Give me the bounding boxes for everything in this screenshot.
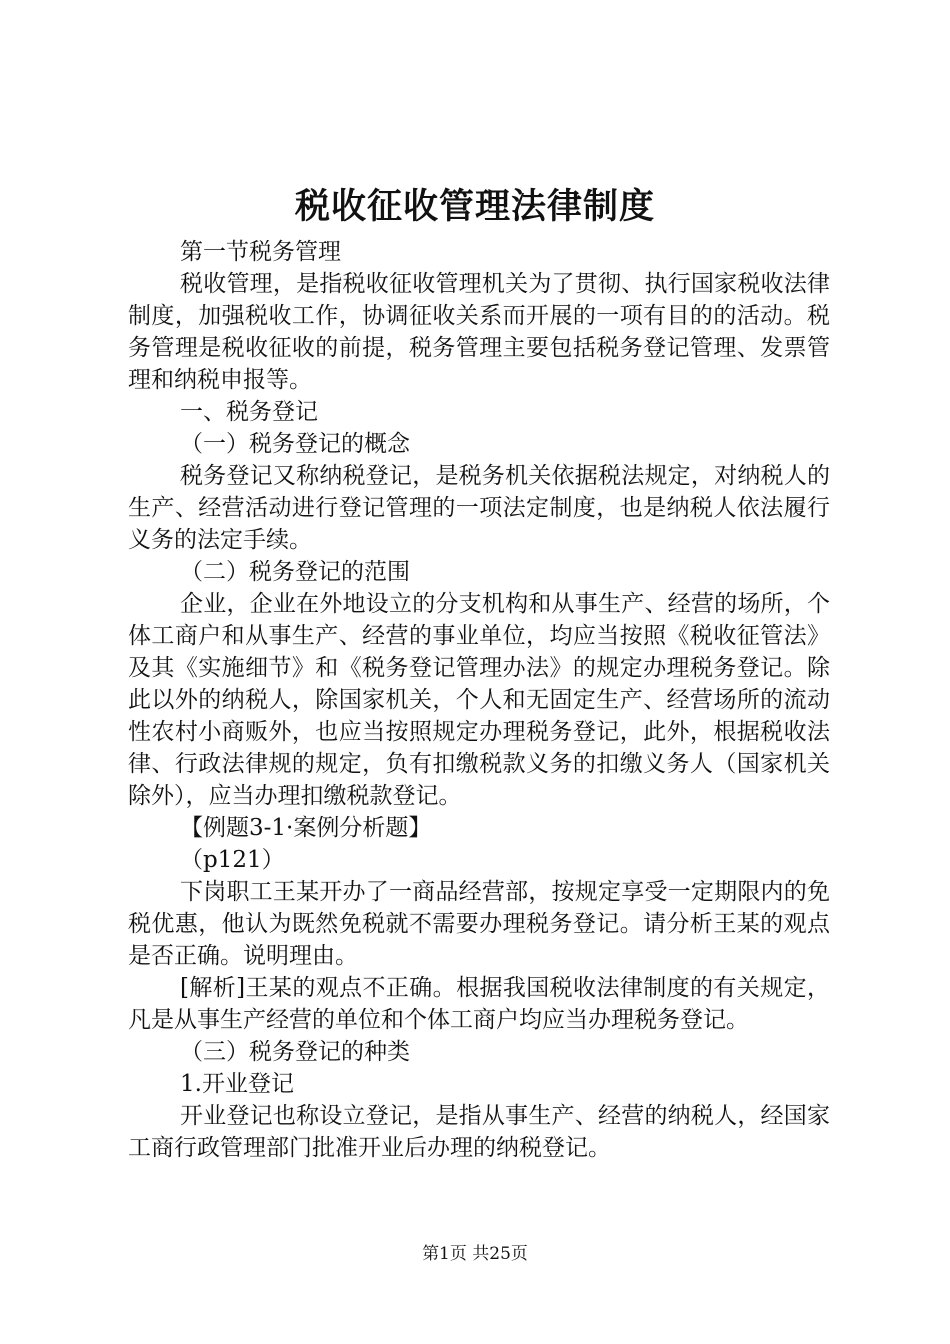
paragraph: 税务登记又称纳税登记，是税务机关依据税法规定，对纳税人的生产、经营活动进行登记管理的一项法定制度，也是纳税人依法履行义务的法定手续。 <box>128 463 830 553</box>
paragraph: 税收管理，是指税收征收管理机关为了贯彻、执行国家税收法律制度，加强税收工作，协调征收关系而开展的一项有目的的活动。税务管理是税收征收的前提，税务管理主要包括税务登记管理、发票管理和纳税申报等。 <box>128 271 830 393</box>
subsection-heading: （一）税务登记的概念 <box>180 431 410 457</box>
paragraph: 开业登记也称设立登记，是指从事生产、经营的纳税人，经国家工商行政管理部门批准开业后办理的纳税登记。 <box>128 1103 830 1161</box>
subsection-heading: （二）税务登记的范围 <box>180 559 410 585</box>
page-reference: （p121） <box>180 847 285 873</box>
section-heading: 第一节税务管理 <box>180 239 341 265</box>
document-title: 税收征收管理法律制度 <box>294 187 655 227</box>
subsection-heading: （三）税务登记的种类 <box>180 1039 410 1065</box>
example-heading: 【例题3-1·案例分析题】 <box>180 815 432 841</box>
paragraph: 企业，企业在外地设立的分支机构和从事生产、经营的场所，个体工商户和从事生产、经营的事业单位，均应当按照《税收征管法》及其《实施细节》和《税务登记管理办法》的规定办理税务登记。除此以外的纳税人，除国家机关，个人和无固定生产、经营场所的流动性农村小商贩外，也应当按照规定办理税务登记，此外，根据税收法律、行政法律规的规定，负有扣缴税款义务的扣缴义务人（国家机关除外），应当办理扣缴税款登记。 <box>128 591 830 809</box>
subsection-heading: 一、税务登记 <box>180 399 318 425</box>
document-body <box>128 236 830 1164</box>
item-heading: 1.开业登记 <box>180 1071 294 1097</box>
page-footer: 第1页 共25页 <box>422 1244 528 1264</box>
analysis-paragraph: [解析]王某的观点不正确。根据我国税收法律制度的有关规定，凡是从事生产经营的单位和个体工商户均应当办理税务登记。 <box>128 975 830 1033</box>
paragraph: 下岗职工王某开办了一商品经营部，按规定享受一定期限内的免税优惠，他认为既然免税就不需要办理税务登记。请分析王某的观点是否正确。说明理由。 <box>128 879 830 969</box>
